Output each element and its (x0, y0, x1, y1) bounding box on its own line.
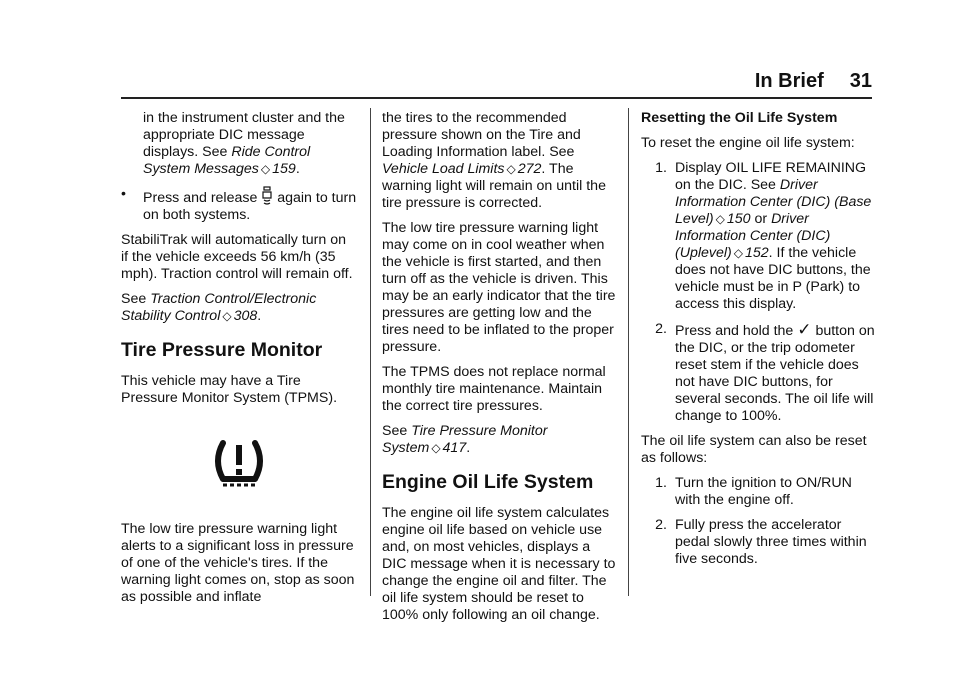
list-number: 2. (655, 321, 667, 337)
paragraph: See Traction Control/Electronic Stability Control ◇ 308. (121, 291, 317, 324)
column-1 (121, 110, 357, 614)
section-title: In Brief (754, 70, 824, 92)
list-item: 1. Turn the ignition to ON/RUN with the engine off. (641, 475, 877, 509)
page-ref: 308 (233, 308, 258, 324)
cross-reference-link[interactable]: Driver Information Center (DIC) (Base Level) (675, 177, 872, 227)
list-item: 2. Fully press the accelerator pedal slowly three times within five seconds. (641, 517, 877, 568)
page-ref: 159 (272, 161, 296, 177)
list-number: 1. (655, 475, 667, 491)
page-header (755, 70, 872, 93)
checkmark-icon: ✓ (797, 320, 812, 339)
header-rule (121, 97, 872, 99)
cross-reference-link[interactable]: Tire Pressure Monitor System (382, 423, 548, 456)
cross-reference-link[interactable]: Traction Control/Electronic Stability Control (121, 291, 317, 324)
paragraph: StabiliTrak will automatically turn on if the vehicle exceeds 56 km/h (35 mph). Traction control will remain off. (121, 232, 353, 282)
cross-reference-link[interactable]: Vehicle Load Limits (382, 161, 505, 177)
page-number: 31 (849, 70, 872, 92)
bullet-mark: • (121, 186, 126, 202)
paragraph: the tires to the recommended pressure shown on the Tire and Loading Information label. See Vehicle Load Limits ◇ 272. The warning light will remain on until the tire pressure is corrected. (382, 110, 606, 211)
section-heading: Tire Pressure Monitor (121, 339, 323, 361)
cross-reference-link[interactable]: Driver Information Center (DIC) (Uplevel) (675, 211, 831, 261)
paragraph: The low tire pressure warning light may come on in cool weather when the vehicle is first started, and then turn off as the vehicle is driven. This may be an early indicator that the tire pressures are getting low and the tires need to be inflated to the proper pressure. (382, 220, 616, 355)
paragraph: To reset the engine oil life system: (641, 135, 855, 151)
reference-arrow-icon: ◇ (260, 162, 271, 176)
reference-arrow-icon: ◇ (715, 212, 725, 226)
paragraph: The engine oil life system calculates engine oil life based on vehicle use and, on most vehicles, displays a DIC message when it is necessary to change the engine oil and filter. The oil life system should be reset to 100% only following an oil change. (382, 505, 616, 623)
column-divider (370, 108, 371, 596)
reference-arrow-icon: ◇ (506, 162, 516, 176)
continued-paragraph: in the instrument cluster and the appropriate DIC message displays. See Ride Control System Messages ◇ 159. (143, 110, 345, 177)
list-number: 2. (655, 517, 667, 533)
column-2 (382, 110, 618, 632)
paragraph: This vehicle may have a Tire Pressure Monitor System (TPMS). (121, 373, 338, 406)
page-ref: 150 (726, 211, 751, 227)
list-item: 1. Display OIL LIFE REMAINING on the DIC. See Driver Information Center (DIC) (Base Level) ◇ 150 or Driver Information Center (DIC) (Uplevel) ◇ 152. If the vehicle does not have DIC buttons, the vehicle must be in P (Park) to access this display. (641, 160, 877, 313)
reference-arrow-icon: ◇ (222, 309, 232, 323)
paragraph: See Tire Pressure Monitor System ◇ 417. (382, 423, 548, 456)
page-ref: 272 (517, 161, 542, 177)
tpms-warning-icon (209, 435, 269, 495)
paragraph: The oil life system can also be reset as follows: (641, 433, 867, 466)
traction-off-icon (261, 190, 273, 206)
list-number: 1. (655, 160, 667, 176)
page-ref: 152 (745, 245, 769, 261)
tpms-warning-figure (121, 415, 357, 515)
column-3 (641, 110, 877, 576)
column-divider (628, 108, 629, 596)
reference-arrow-icon: ◇ (431, 441, 441, 455)
paragraph: The TPMS does not replace normal monthly tire maintenance. Maintain the correct tire pressures. (382, 364, 606, 414)
paragraph: The low tire pressure warning light alerts to a significant loss in pressure of one of the vehicle's tires. If the warning light comes on, stop as soon as possible and inflate (121, 521, 355, 605)
subsection-heading: Resetting the Oil Life System (641, 110, 838, 126)
section-heading: Engine Oil Life System (382, 471, 594, 493)
reference-arrow-icon: ◇ (733, 246, 743, 260)
cross-reference-link[interactable]: Ride Control System Messages (143, 144, 311, 177)
page-ref: 417 (442, 440, 467, 456)
bullet-item: • Press and release again to turn on both systems. (121, 186, 357, 223)
list-item: 2. Press and hold the ✓ button on the DIC, or the trip odometer reset stem if the vehicle does not have DIC buttons, for several seconds. The oil life will change to 100%. (641, 321, 877, 425)
